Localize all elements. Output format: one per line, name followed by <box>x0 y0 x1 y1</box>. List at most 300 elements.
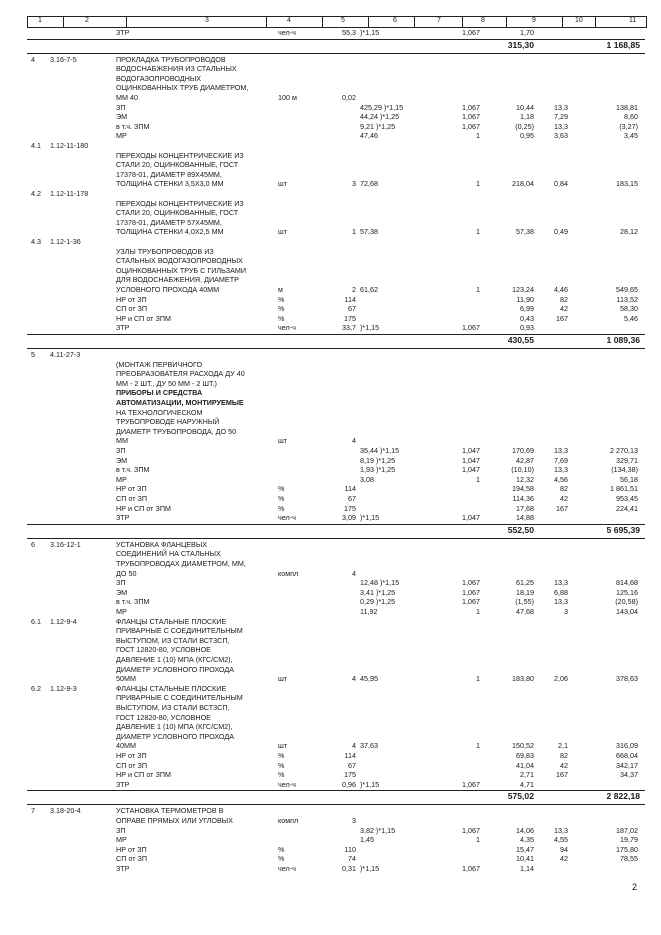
cell-c9: 0,93 <box>520 323 534 333</box>
cell-c9: 1,14 <box>520 864 534 873</box>
cell-c2: 1.12-11-180 <box>50 141 89 150</box>
cell-c5: 114 <box>344 751 356 760</box>
cell-c9: (1,55) <box>515 597 534 607</box>
cell-c9: 12,32 <box>516 474 534 484</box>
cell-c3: ТОЛЩИНА СТЕНКИ 3,5Х3,0 ММ <box>116 179 224 189</box>
cell-c4: % <box>278 484 285 494</box>
cell-c5: 2 <box>352 285 356 294</box>
cell-c5: 67 <box>348 494 356 503</box>
cell-c3: НР от ЗП <box>116 294 147 304</box>
cell-c8: 1 <box>476 474 480 484</box>
cell-c10: 3 <box>564 607 568 616</box>
cell-c6: 425,29 )*1,15 <box>360 102 404 112</box>
subtotal-t11: 5 695,39 <box>606 524 640 535</box>
cell-c3: ЭМ <box>116 455 128 465</box>
cell-c4: шт <box>278 179 288 189</box>
cell-c3: ДИАМЕТР УСЛОВНОГО ПРОХОДА <box>116 731 234 741</box>
header-cell: 7 <box>437 17 441 24</box>
header-cell: 1 <box>38 17 42 24</box>
cell-c9: 10,41 <box>516 854 534 864</box>
cell-c6: 61,62 <box>360 285 378 294</box>
cell-c5: 4 <box>352 674 356 684</box>
cell-c6: 0,29 )*1,25 <box>360 597 396 607</box>
cell-c11: 668,04 <box>616 751 638 760</box>
cell-c3: ММ 40 <box>116 93 138 102</box>
cell-c8: 1,067 <box>462 825 480 835</box>
cell-c3: НР от ЗП <box>116 484 147 494</box>
cell-c10: 167 <box>556 770 568 780</box>
cell-c9: 18,19 <box>516 587 534 597</box>
cell-c3: ЗТР <box>116 28 130 37</box>
cell-c2: 1.12-11-178 <box>50 189 89 198</box>
cell-c3: ОЦИНКОВАННЫХ ТРУБ С ГИЛЬЗАМИ <box>116 265 247 275</box>
cell-c9: 123,24 <box>512 285 534 294</box>
cell-c2: 3.18-20-4 <box>50 806 81 816</box>
cell-c4: % <box>278 494 285 503</box>
cell-c3: СТАЛИ 20, ОЦИНКОВАННЫЕ, ГОСТ <box>116 160 239 170</box>
cell-c3: ЗТР <box>116 323 130 333</box>
cell-c3: ПЕРЕХОДЫ КОНЦЕНТРИЧЕСКИЕ ИЗ <box>116 198 244 208</box>
header-cell: 3 <box>205 17 209 24</box>
cell-c10: 0,49 <box>554 227 568 237</box>
cell-c3: ММ <box>116 436 128 446</box>
cell-c3: НР и СП от ЗПМ <box>116 770 171 780</box>
cell-c6: 37,63 <box>360 741 378 751</box>
cell-c3: УЗЛЫ ТРУБОПРОВОДОВ ИЗ <box>116 246 214 256</box>
cell-c10: 4,46 <box>554 285 568 294</box>
header-divider <box>63 17 64 27</box>
cell-c5: 110 <box>344 844 356 854</box>
cell-c3: ЭМ <box>116 587 128 597</box>
cell-c3: ДАВЛЕНИЕ 1 (10) МПА (КГС/СМ2), <box>116 722 233 732</box>
cell-c9: 4,71 <box>520 779 534 789</box>
header-divider <box>368 17 369 27</box>
cell-c9: 61,25 <box>516 578 534 588</box>
cell-c6: 45,95 <box>360 674 378 684</box>
cell-c8: 1,067 <box>462 864 480 873</box>
cell-c3: 17378-01, ДИАМЕТР 57Х45ММ, <box>116 217 222 227</box>
cell-c9: 0,43 <box>520 313 534 323</box>
cell-c6: 1,93 )*1,25 <box>360 465 396 475</box>
cell-c3: ЗП <box>116 825 126 835</box>
cell-c5: 0,02 <box>342 93 356 102</box>
cell-c9: 1,18 <box>520 112 534 122</box>
cell-c9: 10,44 <box>516 102 534 112</box>
cell-c3: ЭМ <box>116 112 128 122</box>
cell-c6: 12,48 )*1,15 <box>360 578 400 588</box>
cell-c3: МР <box>116 474 127 484</box>
cell-c11: 316,09 <box>616 741 638 751</box>
cell-c9: 15,47 <box>516 844 534 854</box>
cell-c11: 953,45 <box>616 494 638 503</box>
cell-c4: % <box>278 751 285 760</box>
cell-c5: 175 <box>344 313 356 323</box>
cell-c3: ГОСТ 12820-80, УСЛОВНОЕ <box>116 645 211 655</box>
cell-c11: 143,04 <box>616 607 638 616</box>
item-separator <box>27 348 645 349</box>
cell-c4: шт <box>278 741 288 751</box>
cell-c10: 2,06 <box>554 674 568 684</box>
header-divider <box>595 17 596 27</box>
cell-c5: 33,7 <box>342 323 356 333</box>
cell-c9: 11,90 <box>516 294 534 304</box>
cell-c4: шт <box>278 227 288 237</box>
cell-c6: 57,38 <box>360 227 378 237</box>
cell-c4: чел-ч <box>278 323 296 333</box>
cell-c5: 0,31 <box>342 864 356 873</box>
cell-c3: ПРИВАРНЫЕ С СОЕДИНИТЕЛЬНЫМ <box>116 626 243 636</box>
cell-c3: НР от ЗП <box>116 844 147 854</box>
cell-c6: 1,45 <box>360 835 374 845</box>
cell-c11: 125,16 <box>616 587 638 597</box>
subtotal-t9: 552,50 <box>507 524 534 535</box>
cell-c3: 40ММ <box>116 741 136 751</box>
subtotal-t11: 1 168,85 <box>606 39 640 50</box>
cell-c8: 1,067 <box>462 597 480 607</box>
cell-c2: 1.12-9-4 <box>50 616 77 626</box>
cell-c11: 113,52 <box>616 294 638 304</box>
cell-c3: ЗТР <box>116 513 130 523</box>
cell-c4: чел-ч <box>278 513 296 523</box>
cell-c4: компл <box>278 816 299 825</box>
cell-c8: 1,067 <box>462 587 480 597</box>
cell-c2: 3.16-12-1 <box>50 539 81 549</box>
cell-c3: ЗП <box>116 578 126 588</box>
header-cell: 10 <box>575 17 583 24</box>
cell-c11: 34,37 <box>620 770 638 780</box>
subtotal-rule <box>27 524 645 525</box>
subtotal-rule <box>27 39 645 40</box>
cell-c5: 74 <box>348 854 356 864</box>
cell-c8: 1,067 <box>462 28 480 37</box>
cell-c3: УСТАНОВКА ФЛАНЦЕВЫХ <box>116 539 208 549</box>
cell-c3: УСЛОВНОГО ПРОХОДА 40ММ <box>116 285 220 294</box>
cell-c6: 3,82 )*1,15 <box>360 825 396 835</box>
cell-c3: ДАВЛЕНИЕ 1 (10) МПА (КГС/СМ2), <box>116 655 233 664</box>
cell-c9: 0,95 <box>520 131 534 141</box>
cell-c6: )*1,15 <box>360 28 380 37</box>
item-separator <box>27 53 645 54</box>
cell-c6: 3,08 <box>360 474 374 484</box>
cell-c3: НР от ЗП <box>116 751 147 760</box>
cell-c3: НР и СП от ЗПМ <box>116 313 171 323</box>
cell-c3: ДИАМЕТР УСЛОВНОГО ПРОХОДА <box>116 664 234 674</box>
cell-c11: 5,46 <box>624 313 638 323</box>
cell-c8: 1,067 <box>462 112 480 122</box>
cell-c3: ЗП <box>116 102 126 112</box>
cell-c3: ПРЕОБРАЗОВАТЕЛЯ РАСХОДА ДУ 40 <box>116 369 245 379</box>
cell-c10: 42 <box>560 760 568 770</box>
cell-c3: ВЫСТУПОМ, ИЗ СТАЛИ ВСТ3СП, <box>116 703 230 712</box>
cell-c3: ПРОКЛАДКА ТРУБОПРОВОДОВ <box>116 54 226 64</box>
cell-c8: 1 <box>476 227 480 237</box>
cell-c3: ПЕРЕХОДЫ КОНЦЕНТРИЧЕСКИЕ ИЗ <box>116 150 244 160</box>
cell-c10: 13,3 <box>554 597 568 607</box>
item-separator <box>27 804 645 805</box>
cell-c6: 3,41 )*1,25 <box>360 587 396 597</box>
cell-c3: ФЛАНЦЫ СТАЛЬНЫЕ ПЛОСКИЕ <box>116 616 227 626</box>
cell-c9: 42,87 <box>516 455 534 465</box>
cell-c10: 13,3 <box>554 446 568 455</box>
page-number: 2 <box>632 882 638 892</box>
header-cell: 8 <box>481 17 485 24</box>
cell-c11: 187,02 <box>616 825 638 835</box>
cell-c10: 7,69 <box>554 455 568 465</box>
header-cell: 11 <box>629 17 637 24</box>
cell-c9: 14,88 <box>516 513 534 523</box>
cell-c3: ВОДОСНАБЖЕНИЯ ИЗ СТАЛЬНЫХ <box>116 64 237 74</box>
cell-c11: 58,30 <box>620 304 638 314</box>
cell-c3: ДИАМЕТР ТРУБОПРОВОДА, ДО 50 <box>116 426 237 436</box>
cell-c3: в т.ч. ЗПМ <box>116 121 150 131</box>
cell-c8: 1 <box>476 741 480 751</box>
header-cell: 9 <box>532 17 536 24</box>
cell-c6: 9,21 )*1,25 <box>360 121 396 131</box>
table-header <box>27 16 647 28</box>
cell-c3: ПРИБОРЫ И СРЕДСТВА <box>116 388 203 398</box>
header-divider <box>126 17 127 27</box>
cell-c9: 183,80 <box>512 674 534 684</box>
cell-c3: ВОДОГАЗОПРОВОДНЫХ <box>116 73 202 83</box>
subtotal-t11: 2 822,18 <box>606 791 640 802</box>
cell-c5: 175 <box>344 503 356 513</box>
cell-c4: % <box>278 503 285 513</box>
cell-c8: 1,067 <box>462 323 480 333</box>
header-divider <box>266 17 267 27</box>
cell-c10: 6,88 <box>554 587 568 597</box>
cell-c4: % <box>278 304 285 314</box>
cell-c3: МР <box>116 131 127 141</box>
cell-c4: м <box>278 285 283 294</box>
cell-c9: 2,71 <box>520 770 534 780</box>
cell-c11: 138,81 <box>616 102 638 112</box>
cell-c3: МР <box>116 607 127 616</box>
header-cell: 2 <box>85 17 89 24</box>
cell-c1: 4.3 <box>31 237 41 246</box>
cell-c11: 56,18 <box>620 474 638 484</box>
cell-c3: ОЦИНКОВАННЫХ ТРУБ ДИАМЕТРОМ, <box>116 83 249 93</box>
cell-c10: 82 <box>560 294 568 304</box>
cell-c10: 13,3 <box>554 465 568 475</box>
cell-c4: % <box>278 770 285 780</box>
cell-c3: АВТОМАТИЗАЦИИ, МОНТИРУЕМЫЕ <box>116 398 244 407</box>
cell-c3: СОЕДИНЕНИЙ НА СТАЛЬНЫХ <box>116 549 221 559</box>
cell-c6: )*1,15 <box>360 323 380 333</box>
cell-c11: 28,12 <box>620 227 638 237</box>
cell-c11: 175,80 <box>616 844 638 854</box>
cell-c9: 57,38 <box>516 227 534 237</box>
cell-c6: )*1,15 <box>360 779 380 789</box>
cell-c11: 2 270,13 <box>610 446 638 455</box>
cell-c3: СТАЛИ 20, ОЦИНКОВАННЫЕ, ГОСТ <box>116 208 239 218</box>
cell-c3: ТОЛЩИНА СТЕНКИ 4,0Х2,5 ММ <box>116 227 224 237</box>
cell-c3: ДО 50 <box>116 568 137 578</box>
cell-c3: ТРУБОПРОВОДАХ ДИАМЕТРОМ, ММ, <box>116 559 246 568</box>
cell-c9: 218,04 <box>512 179 534 189</box>
cell-c6: 35,44 )*1,15 <box>360 446 400 455</box>
cell-c3: СТАЛЬНЫХ ВОДОГАЗОПРОВОДНЫХ <box>116 256 243 266</box>
cell-c2: 4.11-27-3 <box>50 350 81 359</box>
cell-c5: 114 <box>344 484 356 494</box>
cell-c11: 3,45 <box>624 131 638 141</box>
cell-c1: 6.1 <box>31 616 41 626</box>
cell-c11: (20,58) <box>615 597 638 607</box>
cell-c11: 1 861,51 <box>610 484 638 494</box>
cell-c5: 3 <box>352 816 356 825</box>
cell-c10: 94 <box>560 844 568 854</box>
cell-c3: ПРИВАРНЫЕ С СОЕДИНИТЕЛЬНЫМ <box>116 693 243 703</box>
cell-c4: % <box>278 844 285 854</box>
cell-c3: 50ММ <box>116 674 136 684</box>
header-divider <box>562 17 563 27</box>
cell-c8: 1 <box>476 674 480 684</box>
cell-c6: 8,19 )*1,25 <box>360 455 396 465</box>
cell-c11: (134,38) <box>611 465 638 475</box>
cell-c3: ВЫСТУПОМ, ИЗ СТАЛИ ВСТ3СП, <box>116 635 230 645</box>
cell-c1: 5 <box>31 350 35 359</box>
cell-c2: 1.12-1-36 <box>50 237 81 246</box>
cell-c10: 42 <box>560 304 568 314</box>
cell-c11: 78,55 <box>620 854 638 864</box>
cell-c1: 6.2 <box>31 683 41 693</box>
cell-c3: СП от ЗП <box>116 304 147 314</box>
cell-c8: 1 <box>476 131 480 141</box>
cell-c3: НА ТЕХНОЛОГИЧЕСКОМ <box>116 407 203 417</box>
cell-c8: 1 <box>476 607 480 616</box>
cell-c10: 7,29 <box>554 112 568 122</box>
cell-c3: УСТАНОВКА ТЕРМОМЕТРОВ В <box>116 806 224 816</box>
cell-c5: 3 <box>352 179 356 189</box>
cell-c11: 19,79 <box>620 835 638 845</box>
cell-c5: 4 <box>352 436 356 446</box>
cell-c8: 1,067 <box>462 121 480 131</box>
cell-c10: 0,84 <box>554 179 568 189</box>
cell-c10: 167 <box>556 503 568 513</box>
cell-c8: 1,047 <box>462 465 480 475</box>
cell-c4: % <box>278 854 285 864</box>
cell-c9: 14,06 <box>516 825 534 835</box>
cell-c6: 72,68 <box>360 179 378 189</box>
subtotal-t9: 315,30 <box>507 39 534 50</box>
cell-c11: 224,41 <box>616 503 638 513</box>
cell-c3: (МОНТАЖ ПЕРВИЧНОГО <box>116 359 203 369</box>
cell-c5: 67 <box>348 760 356 770</box>
cell-c11: 342,17 <box>616 760 638 770</box>
cell-c3: СП от ЗП <box>116 494 147 503</box>
cell-c9: 6,99 <box>520 304 534 314</box>
cell-c10: 4,56 <box>554 474 568 484</box>
subtotal-rule <box>27 790 645 791</box>
cell-c9: (0,25) <box>515 121 534 131</box>
cell-c8: 1,067 <box>462 578 480 588</box>
header-divider <box>322 17 323 27</box>
cell-c4: % <box>278 294 285 304</box>
subtotal-t9: 430,55 <box>507 335 534 345</box>
cell-c5: 175 <box>344 770 356 780</box>
cell-c3: НР и СП от ЗПМ <box>116 503 171 513</box>
cell-c11: 549,65 <box>616 285 638 294</box>
cell-c10: 13,3 <box>554 825 568 835</box>
cell-c1: 6 <box>31 539 35 549</box>
cell-c4: 100 м <box>278 93 297 102</box>
cell-c11: 329,71 <box>616 455 638 465</box>
cell-c9: 150,52 <box>512 741 534 751</box>
cell-c3: ОПРАВЕ ПРЯМЫХ ИЛИ УГЛОВЫХ <box>116 816 233 825</box>
cell-c3: ММ - 2 ШТ., ДУ 50 ММ - 2 ШТ.) <box>116 378 217 388</box>
cell-c5: 114 <box>344 294 356 304</box>
cell-c9: 170,69 <box>512 446 534 455</box>
cell-c10: 42 <box>560 494 568 503</box>
cell-c5: 0,96 <box>342 779 356 789</box>
cell-c10: 3,63 <box>554 131 568 141</box>
cell-c8: 1,047 <box>462 455 480 465</box>
cell-c9: (10,10) <box>511 465 534 475</box>
cell-c9: 4,35 <box>520 835 534 845</box>
cell-c3: МР <box>116 835 127 845</box>
cell-c3: ФЛАНЦЫ СТАЛЬНЫЕ ПЛОСКИЕ <box>116 683 227 693</box>
cell-c5: 55,3 <box>342 28 356 37</box>
cell-c9: 1,70 <box>520 28 534 37</box>
cell-c5: 4 <box>352 741 356 751</box>
cell-c3: в т.ч. ЗПМ <box>116 465 150 475</box>
cell-c8: 1 <box>476 179 480 189</box>
cell-c6: 44,24 )*1,25 <box>360 112 400 122</box>
cell-c2: 1.12-9-3 <box>50 683 77 693</box>
cell-c11: 8,60 <box>624 112 638 122</box>
cell-c10: 4,55 <box>554 835 568 845</box>
subtotal-rule <box>27 334 645 335</box>
cell-c3: ДЛЯ ВОДОСНАБЖЕНИЯ, ДИАМЕТР <box>116 275 239 285</box>
cell-c6: )*1,15 <box>360 864 380 873</box>
cell-c1: 4 <box>31 54 35 64</box>
header-cell: 4 <box>287 17 291 24</box>
cell-c4: % <box>278 760 285 770</box>
cell-c10: 82 <box>560 751 568 760</box>
cell-c8: 1 <box>476 835 480 845</box>
cell-c8: 1 <box>476 285 480 294</box>
cell-c10: 13,3 <box>554 121 568 131</box>
cell-c10: 13,3 <box>554 578 568 588</box>
cell-c8: 1,067 <box>462 102 480 112</box>
cell-c1: 7 <box>31 806 35 816</box>
cell-c4: чел-ч <box>278 779 296 789</box>
cell-c4: шт <box>278 436 288 446</box>
cell-c4: % <box>278 313 285 323</box>
cell-c4: шт <box>278 674 288 684</box>
cell-c1: 4.1 <box>31 141 41 150</box>
cell-c3: 17378-01, ДИАМЕТР 89Х45ММ, <box>116 169 222 179</box>
cell-c5: 1 <box>352 227 356 237</box>
cell-c9: 114,36 <box>512 494 534 503</box>
cell-c10: 2,1 <box>558 741 568 751</box>
cell-c8: 1,047 <box>462 513 480 523</box>
cell-c3: в т.ч. ЗПМ <box>116 597 150 607</box>
cell-c6: 11,92 <box>360 607 378 616</box>
cell-c4: чел-ч <box>278 28 296 37</box>
header-cell: 5 <box>341 17 345 24</box>
cell-c3: ЗТР <box>116 779 130 789</box>
header-divider <box>462 17 463 27</box>
cell-c3: ЗТР <box>116 864 130 873</box>
cell-c6: )*1,15 <box>360 513 380 523</box>
cell-c9: 41,04 <box>516 760 534 770</box>
cell-c5: 3,09 <box>342 513 356 523</box>
cell-c11: 378,63 <box>616 674 638 684</box>
subtotal-t11: 1 089,36 <box>606 335 640 345</box>
cell-c10: 13,3 <box>554 102 568 112</box>
cell-c2: 3.16-7-5 <box>50 54 77 64</box>
cell-c8: 1,067 <box>462 779 480 789</box>
